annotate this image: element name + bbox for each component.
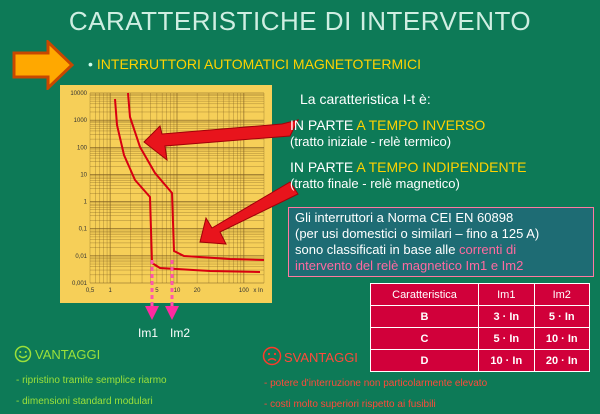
norm-line4: intervento del relè magnetico Im1 e Im2 xyxy=(295,258,524,273)
arrow-right-icon xyxy=(12,40,74,90)
y-tick-label: 10 xyxy=(80,172,87,179)
x-tick-label: 100 xyxy=(238,288,249,294)
y-tick-label: 10000 xyxy=(70,91,87,97)
table-cell: 10 · In xyxy=(479,350,534,372)
svantaggi-title: SVANTAGGI xyxy=(284,350,358,365)
norm-line2: (per usi domestici o similari – fino a 125 A) xyxy=(295,226,540,241)
table-row xyxy=(371,350,590,372)
table-header: Caratteristica xyxy=(371,284,479,306)
im2-label: Im2 xyxy=(170,326,191,340)
norm-line3-prefix: sono classificati in base alle xyxy=(295,242,460,257)
frown-icon xyxy=(262,346,282,366)
x-tick-label: 5 xyxy=(155,288,159,294)
table-header: Im1 xyxy=(479,284,534,306)
svantaggi-item: - potere d'interruzione non particolarmente elevato xyxy=(264,378,488,389)
table-cell: D xyxy=(371,350,479,372)
y-tick-label: 0,001 xyxy=(71,281,87,287)
x-unit-label: x In xyxy=(253,288,263,294)
vantaggi-item: - ripristino tramite semplice riarmo xyxy=(16,375,167,386)
trip-classes-table xyxy=(370,283,590,372)
svantaggi-item: - costi molto superiori rispetto ai fusibili xyxy=(264,399,436,410)
table-header-row xyxy=(371,284,590,306)
table-cell: 10 · In xyxy=(534,328,589,350)
part2-highlight: A TEMPO INDIPENDENTE xyxy=(356,159,527,175)
y-tick-label: 0,01 xyxy=(75,253,87,260)
slide-title: CARATTERISTICHE DI INTERVENTO xyxy=(68,6,532,36)
table-cell: 3 · In xyxy=(479,306,534,328)
part2-line xyxy=(290,159,527,175)
part2-prefix: IN PARTE xyxy=(290,159,357,175)
vantaggi-title: VANTAGGI xyxy=(35,347,101,362)
y-tick-label: 1000 xyxy=(73,118,87,125)
norm-line1: Gli interruttori a Norma CEI EN 60898 xyxy=(295,210,514,225)
x-tick-label: 1 xyxy=(108,288,112,294)
y-tick-label: 0,1 xyxy=(78,226,87,233)
part2-note: (tratto finale - relè magnetico) xyxy=(290,176,460,191)
table-cell: C xyxy=(371,328,479,350)
x-tick-label: 10 xyxy=(173,288,181,294)
table-header: Im2 xyxy=(534,284,589,306)
subtitle-text: INTERRUTTORI AUTOMATICI MAGNETOTERMICI xyxy=(96,56,421,72)
y-tick-label: 100 xyxy=(76,145,87,152)
table-cell: 20 · In xyxy=(534,350,589,372)
char-label: La caratteristica I-t è: xyxy=(300,91,431,107)
norm-line3-highlight: correnti di xyxy=(459,242,517,257)
part1-prefix: IN PARTE xyxy=(290,117,357,133)
table-cell: 5 · In xyxy=(534,306,589,328)
part1-line xyxy=(290,117,485,133)
table-cell: B xyxy=(371,306,479,328)
vantaggi-item: - dimensioni standard modulari xyxy=(16,396,153,407)
part1-note: (tratto iniziale - relè termico) xyxy=(290,134,452,149)
slide-subtitle: • INTERRUTTORI AUTOMATICI MAGNETOTERMICI xyxy=(88,56,421,72)
norm-panel xyxy=(288,207,594,277)
table-row xyxy=(371,306,590,328)
x-tick-label: 0,5 xyxy=(85,288,95,294)
part1-highlight: A TEMPO INVERSO xyxy=(356,117,486,133)
smiley-icon xyxy=(14,345,32,363)
x-tick-label: 20 xyxy=(193,288,201,294)
table-row xyxy=(371,328,590,350)
norm-line3 xyxy=(295,242,587,258)
im1-label: Im1 xyxy=(138,326,159,340)
table-cell: 5 · In xyxy=(479,328,534,350)
y-tick-label: 1 xyxy=(83,199,87,206)
